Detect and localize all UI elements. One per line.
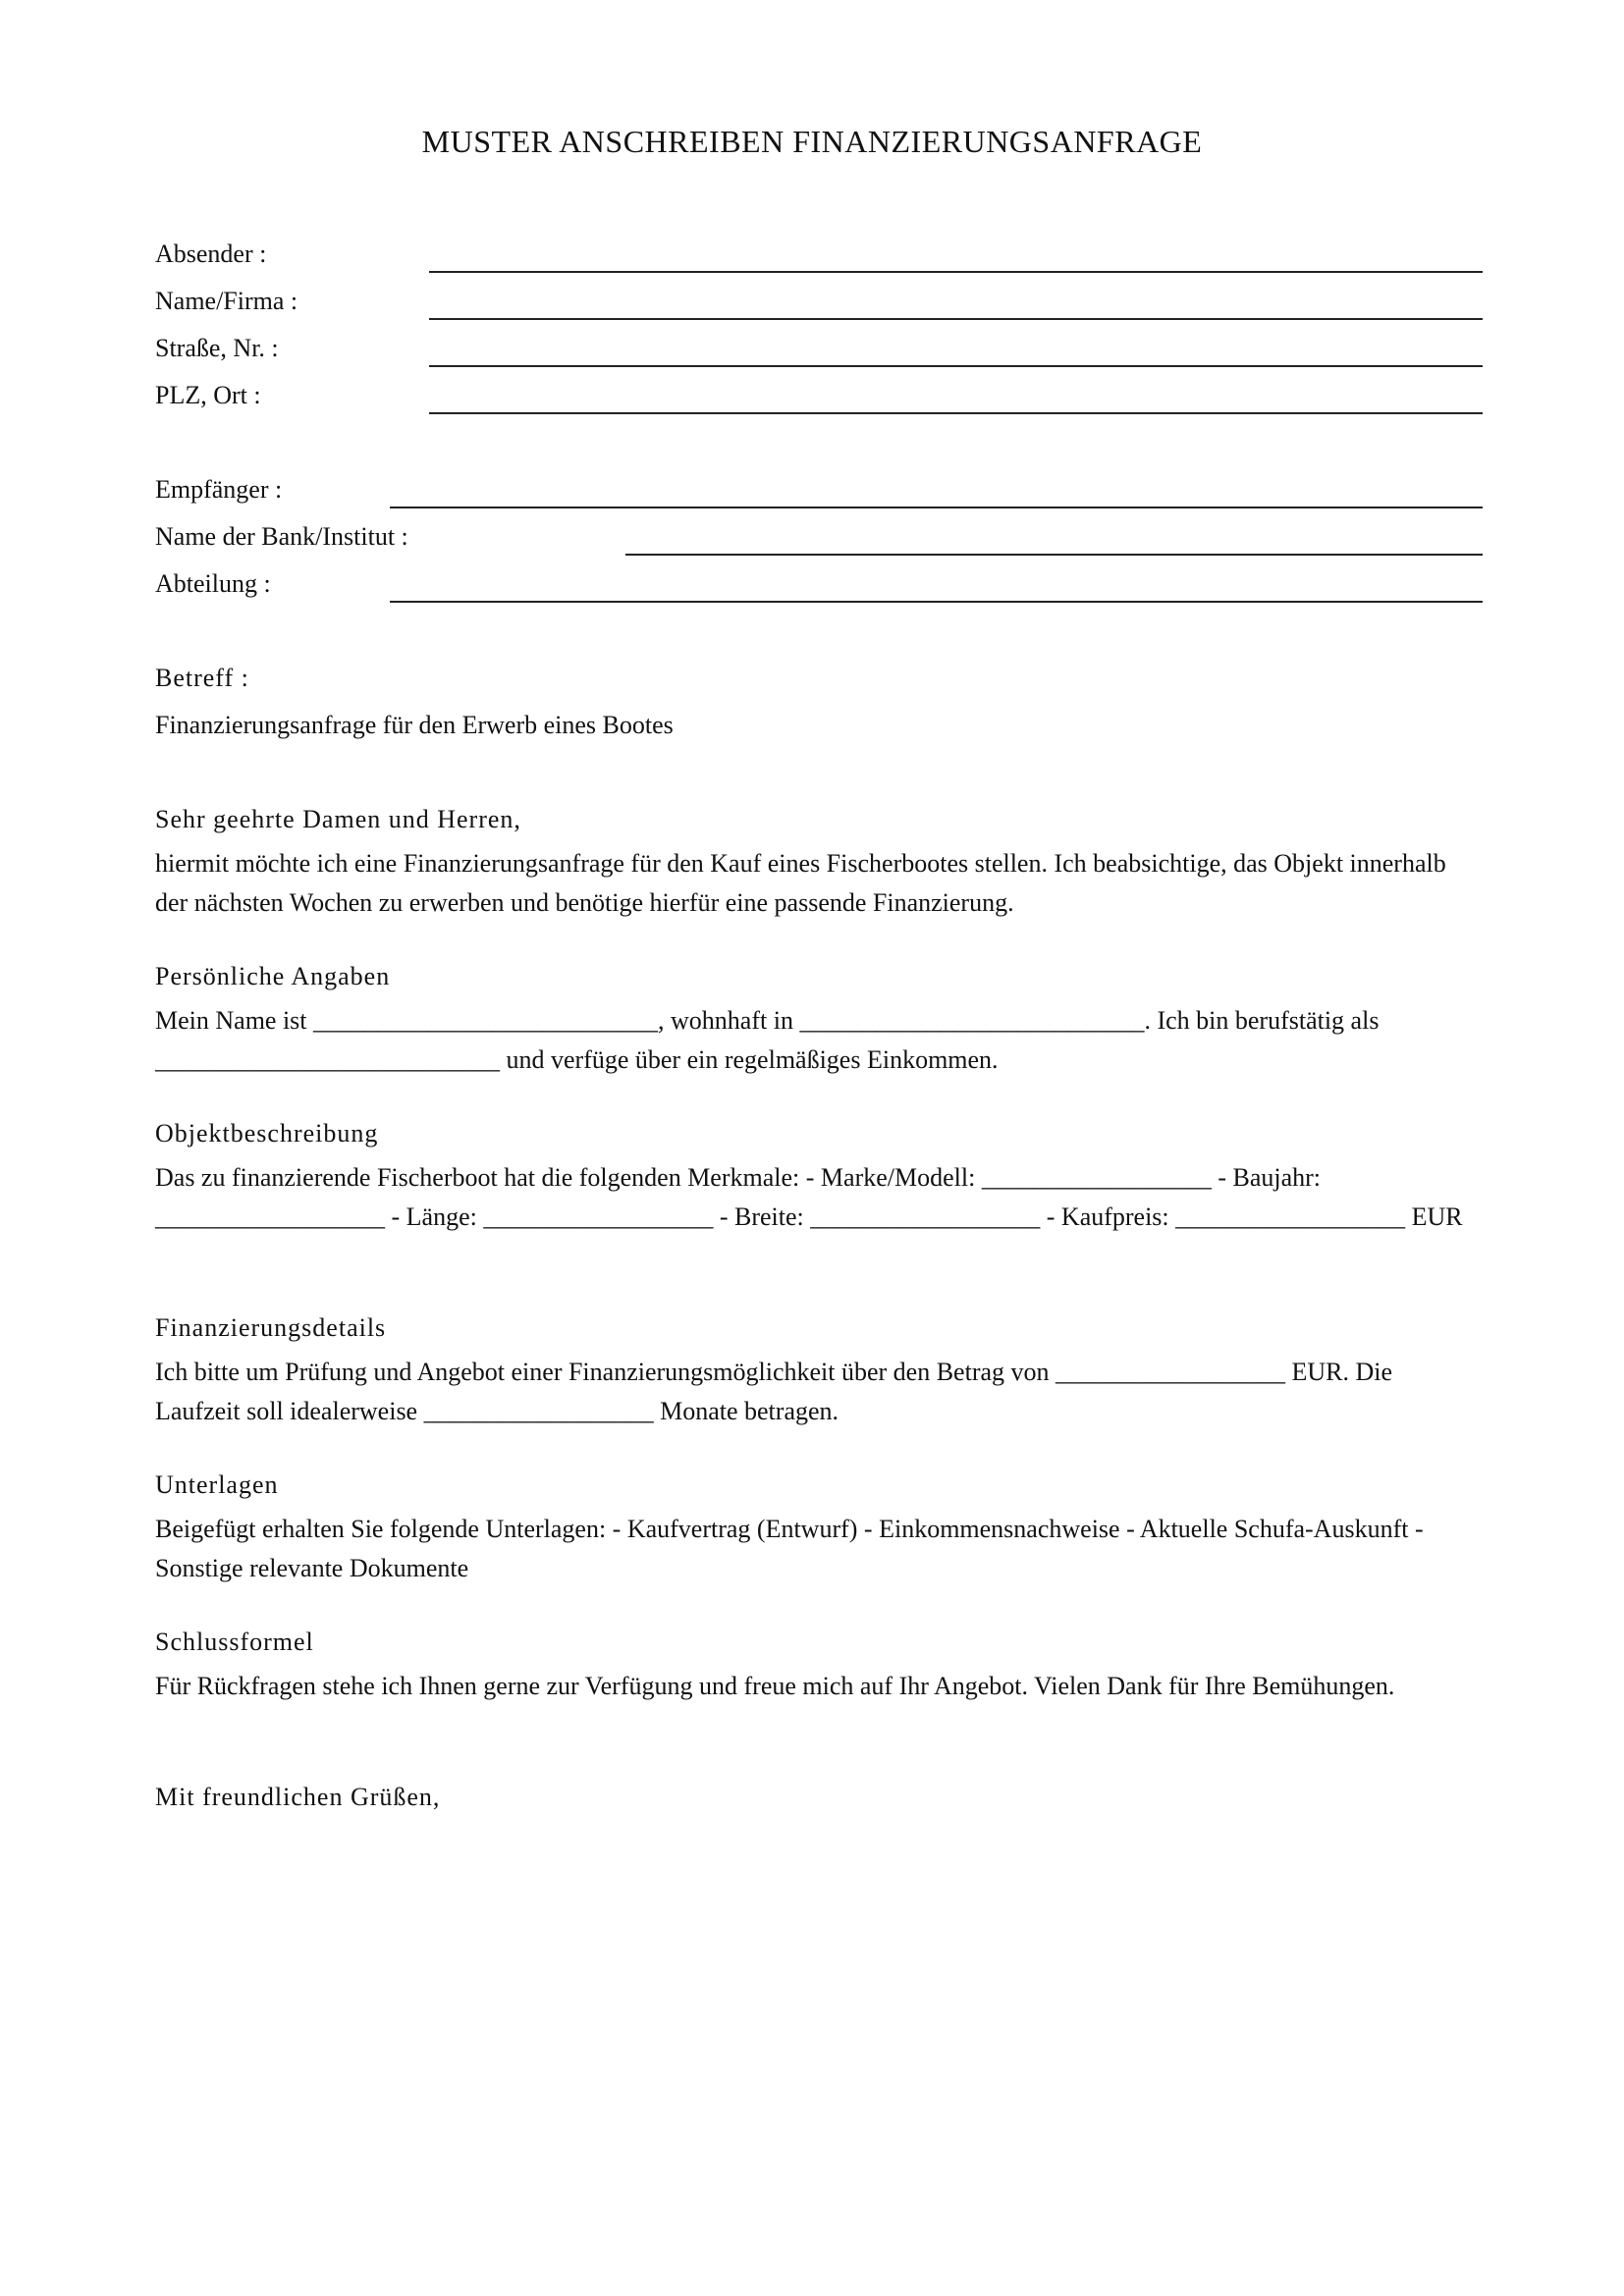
recipient-label: Empfänger : [155, 475, 283, 504]
bank-name-label: Name der Bank/Institut : [155, 522, 408, 551]
bank-name-line[interactable] [625, 554, 1483, 556]
subject-text: Finanzierungsanfrage für den Erwerb eines Bootes [155, 711, 674, 739]
section-heading-object: Objektbeschreibung [155, 1119, 379, 1148]
section-heading-financing: Finanzierungsdetails [155, 1313, 387, 1342]
recipient-line[interactable] [390, 507, 1483, 508]
subject-label: Betreff : [155, 664, 249, 692]
sender-label: Absender : [155, 240, 267, 268]
street-line[interactable] [429, 365, 1483, 367]
department-line[interactable] [390, 601, 1483, 603]
salutation: Sehr geehrte Damen und Herren, [155, 805, 521, 833]
department-label: Abteilung : [155, 569, 271, 598]
section-heading-documents: Unterlagen [155, 1470, 279, 1499]
intro-paragraph: hiermit möchte ich eine Finanzierungsanfrage für den Kauf eines Fischerbootes stellen. Ich beabsichtige, das Objekt innerhalb der nächsten Wochen zu erwerben und benötige hierfür eine passende Finanzierung. [155, 849, 1446, 917]
document-title: MUSTER ANSCHREIBEN FINANZIERUNGSANFRAGE [421, 124, 1203, 159]
section-text-closing: Für Rückfragen stehe ich Ihnen gerne zur Verfügung und freue mich auf Ihr Angebot. Vielen Dank für Ihre Bemühungen. [155, 1672, 1395, 1700]
section-heading-closing: Schlussformel [155, 1628, 314, 1656]
sender-line[interactable] [429, 271, 1483, 273]
section-text-documents: Beigefügt erhalten Sie folgende Unterlagen: - Kaufvertrag (Entwurf) - Einkommensnachweise - Aktuelle Schufa-Auskunft - Sonstige relevante Dokumente [155, 1515, 1424, 1582]
zip-city-line[interactable] [429, 412, 1483, 414]
zip-city-label: PLZ, Ort : [155, 381, 261, 409]
street-label: Straße, Nr. : [155, 334, 279, 362]
section-text-personal: Mein Name ist ___________________________, wohnhaft in ___________________________. Ich bin berufstätig als ___________________________ und verfüge über ein regelmäßiges Einkommen. [155, 1006, 1380, 1074]
name-firma-line[interactable] [429, 318, 1483, 320]
signoff: Mit freundlichen Grüßen, [155, 1783, 441, 1811]
name-firma-label: Name/Firma : [155, 287, 298, 315]
section-text-financing: Ich bitte um Prüfung und Angebot einer Finanzierungsmöglichkeit über den Betrag von __________________ EUR. Die Laufzeit soll idealerweise __________________ Monate betragen. [155, 1358, 1393, 1425]
section-text-object: Das zu finanzierende Fischerboot hat die folgenden Merkmale: - Marke/Modell: __________________ - Baujahr: __________________ - Länge: __________________ - Breite: __________________ - Kaufpreis: __________________ EUR [155, 1163, 1463, 1231]
section-heading-personal: Persönliche Angaben [155, 962, 391, 990]
